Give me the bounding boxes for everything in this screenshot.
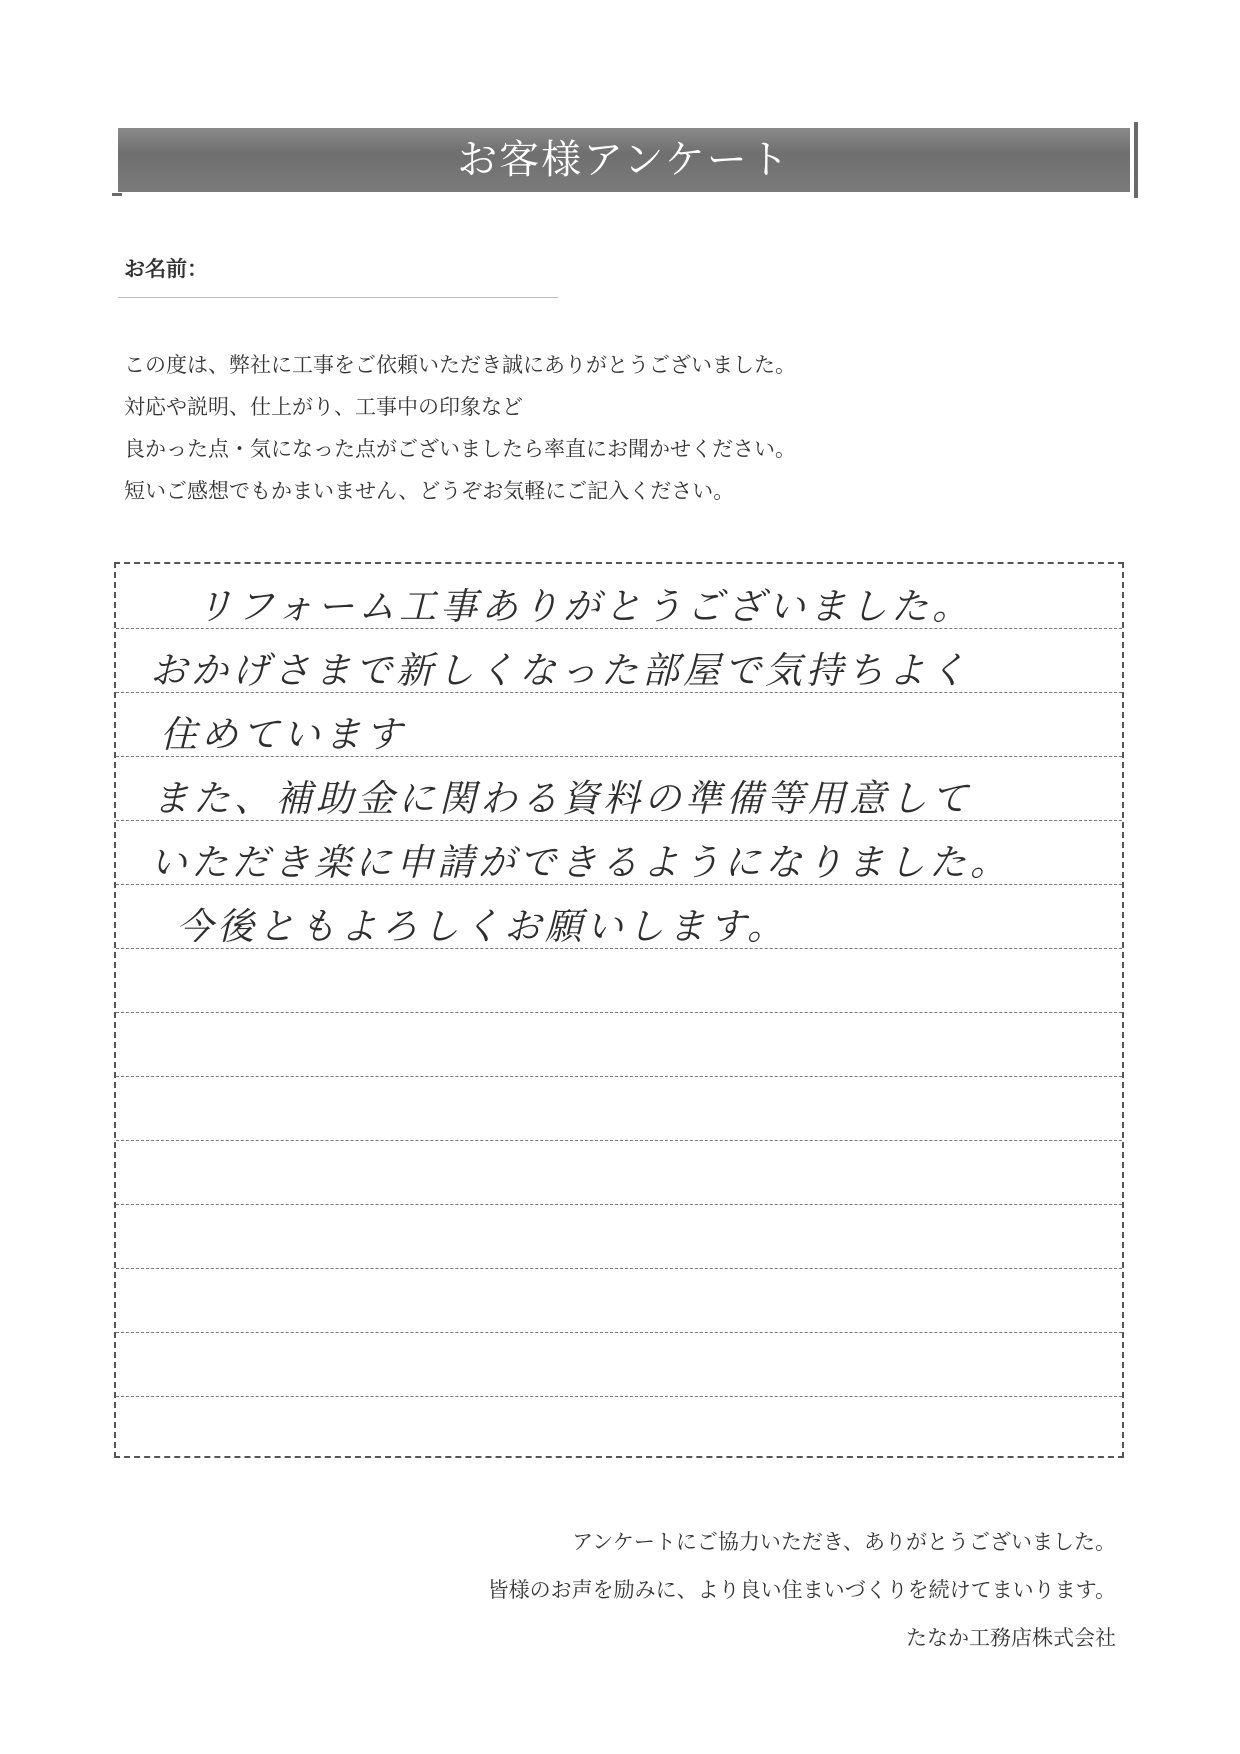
answer-rule (116, 1396, 1122, 1397)
handwritten-line: おかげさまで新しくなった部屋で気持ちよく (150, 649, 970, 692)
footer-thanks: アンケートにご協力いただき、ありがとうございました。 (572, 1530, 1116, 1554)
survey-title-bar (118, 128, 1130, 192)
answer-rule (116, 1140, 1122, 1141)
handwritten-line: 住めています (160, 713, 406, 756)
answer-box (114, 562, 1124, 1458)
intro-line: この度は、弊社に工事をご依頼いただき誠にありがとうございました。 (124, 353, 796, 377)
company-name: たなか工務店株式会社 (906, 1626, 1116, 1650)
name-label: お名前： (124, 257, 208, 281)
answer-rule (116, 1268, 1122, 1269)
handwritten-line: 今後ともよろしくお願いします。 (176, 905, 789, 948)
intro-line: 良かった点・気になった点がございましたら率直にお聞かせください。 (124, 437, 796, 461)
footer-message: 皆様のお声を励みに、より良い住まいづくりを続けてまいります。 (487, 1578, 1116, 1602)
title-bar-edge-right (1134, 122, 1138, 198)
answer-rule (116, 1076, 1122, 1077)
handwritten-line: また、補助金に関わる資料の準備等用意して (152, 777, 972, 820)
intro-line: 対応や説明、仕上がり、工事中の印象など (124, 395, 523, 419)
survey-title: お客様アンケート (457, 137, 791, 183)
handwritten-line: リフォーム工事ありがとうございました。 (196, 585, 974, 628)
answer-rule (116, 1012, 1122, 1013)
handwritten-line: いただき楽に申請ができるようになりました。 (150, 841, 1011, 884)
answer-rule (116, 1204, 1122, 1205)
intro-line: 短いご感想でもかまいません、どうぞお気軽にご記入ください。 (124, 479, 735, 503)
name-field-line (118, 297, 558, 298)
footer (488, 1518, 1116, 1662)
answer-rule (116, 1332, 1122, 1333)
title-bar-edge-left (112, 193, 122, 196)
intro-text (124, 344, 796, 512)
